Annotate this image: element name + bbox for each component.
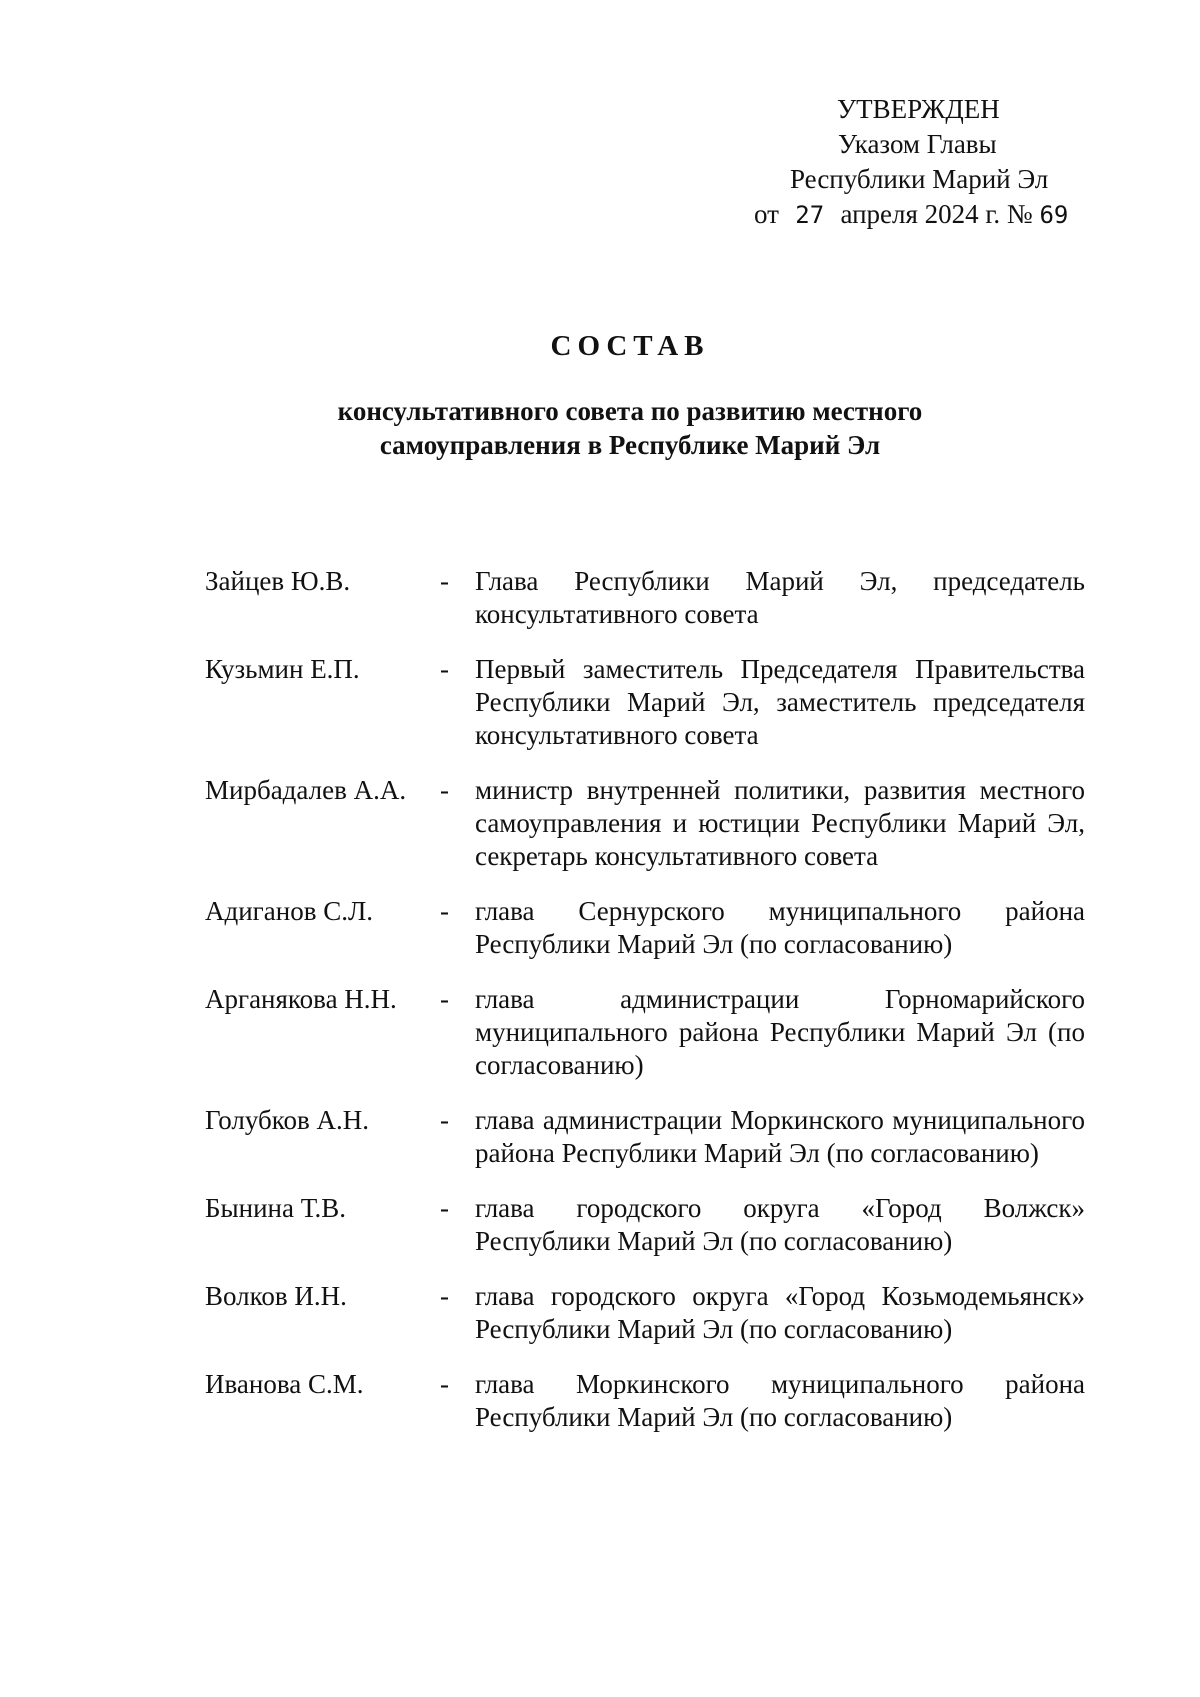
document-subtitle [0, 394, 1200, 462]
member-row [205, 1104, 1085, 1170]
member-name: Волков И.Н. [205, 1281, 347, 1311]
member-dash: - [440, 1193, 449, 1223]
member-row [205, 983, 1085, 1082]
member-name: Голубков А.Н. [205, 1105, 369, 1135]
member-dash: - [440, 1105, 449, 1135]
member-role: глава городского округа «Город Волжск» Республики Марий Эл (по согласованию) [475, 1193, 1085, 1256]
members-list [205, 565, 1085, 1456]
approval-date-line [700, 197, 1120, 233]
member-row [205, 895, 1085, 961]
member-name: Мирбадалев А.А. [205, 775, 407, 805]
member-dash: - [440, 1281, 449, 1311]
approval-from-label: от [754, 199, 779, 229]
document-title: СОСТАВ [550, 330, 710, 362]
member-row [205, 1192, 1085, 1258]
member-row [205, 1280, 1085, 1346]
member-row [205, 1368, 1085, 1434]
member-dash: - [440, 566, 449, 596]
member-name: Арганякова Н.Н. [205, 984, 397, 1014]
approval-day: 27 [795, 201, 825, 229]
member-dash: - [440, 984, 449, 1014]
member-role: глава администрации Моркинского муниципального района Республики Марий Эл (по согласованию) [475, 1105, 1085, 1168]
member-role: глава Моркинского муниципального района Республики Марий Эл (по согласованию) [475, 1369, 1085, 1432]
member-row [205, 565, 1085, 631]
member-dash: - [440, 896, 449, 926]
approval-number: 69 [1039, 201, 1069, 229]
member-role: министр внутренней политики, развития местного самоуправления и юстиции Республики Марий Эл, секретарь консультативного совета [475, 775, 1085, 871]
member-row [205, 653, 1085, 752]
member-dash: - [440, 654, 449, 684]
member-name: Иванова С.М. [205, 1369, 364, 1399]
member-dash: - [440, 775, 449, 805]
subtitle-line-2: самоуправления в Республике Марий Эл [379, 430, 881, 460]
member-role: глава городского округа «Город Козьмодемьянск» Республики Марий Эл (по согласованию) [475, 1281, 1085, 1344]
member-name: Кузьмин Е.П. [205, 654, 360, 684]
member-row [205, 774, 1085, 873]
approval-stamp [700, 92, 1120, 233]
approval-date-text: апреля 2024 г. № [840, 199, 1033, 229]
member-role: глава Сернурского муниципального района Республики Марий Эл (по согласованию) [475, 896, 1085, 959]
approval-decree-line: Указом Главы [838, 129, 997, 159]
approval-republic-line: Республики Марий Эл [790, 164, 1049, 194]
member-role: Глава Республики Марий Эл, председатель консультативного совета [475, 566, 1085, 629]
member-role: глава администрации Горномарийского муниципального района Республики Марий Эл (по согласованию) [475, 984, 1085, 1080]
member-name: Бынина Т.В. [205, 1193, 347, 1223]
subtitle-line-1: консультативного совета по развитию местного [337, 396, 923, 426]
member-name: Зайцев Ю.В. [205, 566, 351, 596]
member-role: Первый заместитель Председателя Правительства Республики Марий Эл, заместитель председателя консультативного совета [475, 654, 1085, 750]
member-name: Адиганов С.Л. [205, 896, 374, 926]
approval-heading: УТВЕРЖДЕН [837, 94, 1000, 124]
member-dash: - [440, 1369, 449, 1399]
